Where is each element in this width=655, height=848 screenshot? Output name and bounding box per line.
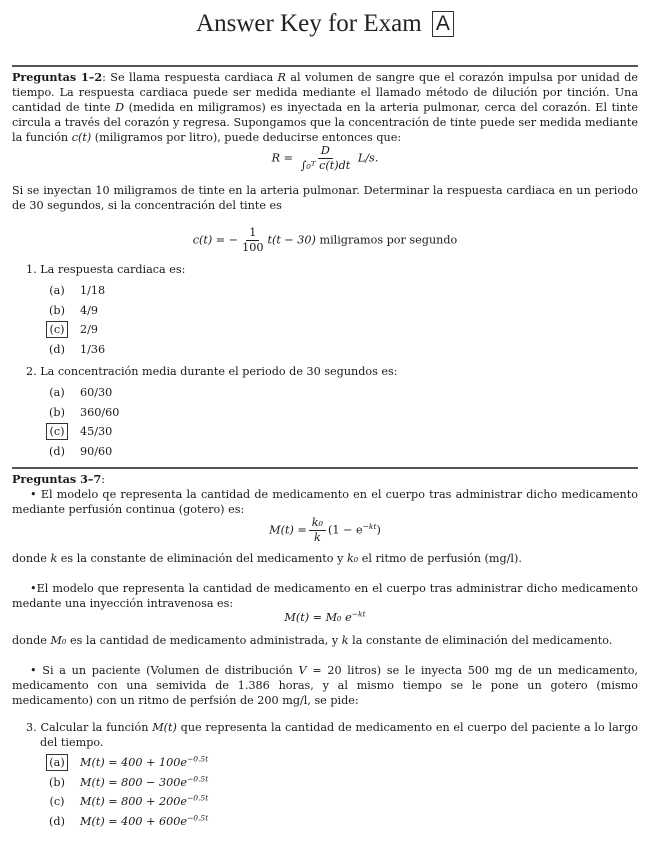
equation — [12, 516, 638, 545]
question-text — [26, 364, 638, 379]
option-label: (d) — [49, 814, 65, 828]
equation-units: miligramos por segundo — [315, 233, 458, 247]
exponent: −0.5t — [186, 774, 209, 784]
note-text: es la constante de eliminación del medicamento y — [57, 552, 347, 565]
equation — [12, 610, 638, 625]
numerator: 1 — [246, 226, 259, 241]
fraction — [309, 516, 326, 545]
intro-text: : Se llama respuesta cardiaca — [102, 71, 278, 84]
exponent: −kt — [351, 609, 366, 619]
equation-lhs: M(t) = M₀ e — [284, 611, 352, 624]
numerator: k₀ — [309, 516, 326, 531]
equation-close: ) — [376, 523, 381, 537]
options-list — [26, 383, 638, 461]
equation-rhs: t(t − 30) — [267, 233, 316, 247]
correct-answer-box: (a) — [46, 754, 68, 771]
numerator: D — [318, 144, 333, 159]
option-b — [26, 403, 638, 423]
option-value: 360/60 — [80, 405, 120, 419]
question-text — [26, 262, 638, 277]
option-label: (b) — [49, 405, 65, 419]
section-heading: Preguntas 1–2 — [12, 70, 103, 84]
question-prompt: La respuesta cardiaca es: — [40, 263, 186, 276]
equation — [12, 144, 638, 173]
option-a — [26, 281, 638, 301]
option-c-correct — [26, 320, 638, 340]
formula-concentration — [12, 226, 638, 255]
option-value: 45/30 — [80, 425, 113, 439]
correct-answer-box: (c) — [46, 321, 68, 338]
bolus-note — [12, 633, 638, 648]
option-formula: M(t) = 800 + 200e — [80, 795, 187, 809]
option-value: 1/18 — [80, 284, 106, 298]
option-label: (a) — [49, 284, 65, 298]
option-label: (c) — [49, 795, 65, 809]
option-label: (b) — [49, 775, 65, 789]
equation-rhs: (1 − e — [328, 523, 363, 537]
bullet-bolus-model — [12, 581, 638, 611]
option-value — [80, 755, 208, 770]
option-formula: M(t) = 400 + 100e — [80, 756, 187, 770]
option-label: (d) — [49, 342, 65, 356]
option-formula: M(t) = 800 − 300e — [80, 775, 187, 789]
exponent: −0.5t — [186, 793, 209, 803]
formula-bolus — [12, 610, 638, 625]
correct-answer-box: (c) — [46, 423, 68, 440]
option-label: (a) — [49, 386, 65, 400]
section-questions-1-2 — [12, 70, 638, 145]
formula-infusion — [12, 516, 638, 545]
question-text — [26, 720, 638, 750]
section-divider — [12, 467, 638, 469]
option-d — [26, 812, 638, 832]
option-value: 4/9 — [80, 303, 99, 317]
page-title — [12, 8, 638, 40]
bullet-text — [12, 663, 638, 708]
question-prompt: Calcular la función — [40, 721, 153, 734]
infusion-note — [12, 551, 638, 566]
question-3 — [26, 720, 638, 831]
equation-lhs: c(t) = − — [192, 233, 239, 247]
option-a-correct — [26, 753, 638, 773]
question-2 — [26, 364, 638, 461]
section-heading-line — [12, 472, 638, 487]
section-questions-3-7 — [12, 472, 638, 517]
bullet-text: •El modelo que representa la cantidad de medicamento en el cuerpo tras administrar dicho medicamento medante una inyección intravenosa es: — [12, 582, 638, 610]
scenario-text: = 20 litros) se le inyecta 500 mg de un medicamento, medicamento con una semivida de 1.386 horas, y al mismo tiempo se le pone un gotero (mismo medicamento) con un ritmo de perfsión de 200 mg/l, se pide: — [12, 664, 638, 707]
bullet-patient-scenario — [12, 663, 638, 708]
note-text: la constante de eliminación del medicamento. — [348, 634, 613, 647]
option-label: (d) — [49, 444, 65, 458]
exam-version-badge: A — [432, 11, 454, 37]
scenario-text: • Si a un paciente (Volumen de distribución — [30, 664, 299, 677]
math-var: V — [298, 664, 307, 677]
bullet-infusion-model: • El modelo qe representa la cantidad de medicamento en el cuerpo tras administrar dicho medicamento mediante perfusión continua (gotero) es: — [12, 488, 638, 516]
problem-text: Si se inyectan 10 miligramos de tinte en la arteria pulmonar. Determinar la respuesta cardiaca en un periodo de 30 segundos, si la concentración del tinte es — [12, 184, 638, 212]
intro-text: (miligramos por litro), puede deducirse entonces que: — [91, 131, 402, 144]
heading-colon: : — [101, 473, 106, 486]
note-text: donde — [12, 634, 51, 647]
math-var: M₀ — [50, 634, 67, 647]
math-var: M(t) — [152, 721, 177, 734]
exponent: −0.5t — [186, 813, 209, 823]
denominator: k — [314, 531, 321, 544]
math-var: k₀ — [346, 552, 359, 565]
formula-cardiac-output — [12, 144, 638, 173]
question-1 — [26, 262, 638, 359]
equation-lhs: R = — [271, 151, 293, 165]
options-list — [26, 753, 638, 831]
options-list — [26, 281, 638, 359]
fraction — [299, 144, 353, 173]
option-c-correct — [26, 422, 638, 442]
question-number: 3. — [26, 721, 37, 734]
option-value — [80, 794, 208, 809]
option-d — [26, 442, 638, 462]
note-text: es la cantidad de medicamento administrada, y — [66, 634, 342, 647]
option-label: (b) — [49, 303, 65, 317]
option-value — [80, 814, 208, 829]
note-text — [12, 633, 638, 648]
option-value: 2/9 — [80, 323, 99, 337]
question-prompt: que representa la cantidad de medicamento en el cuerpo del paciente a lo largo del tiempo. — [40, 721, 638, 749]
math-var: c(t) — [71, 131, 92, 144]
denominator: ∫₀ᵀ c(t)dt — [300, 159, 351, 172]
math-var: R — [277, 71, 286, 84]
option-b — [26, 301, 638, 321]
math-var: k — [50, 552, 58, 565]
math-var: D — [115, 101, 125, 114]
intro-text: (medida en miligramos) es inyectada en la arteria pulmonar, cerca del corazón. El tinte circula a través del corazón y regresa. Supongamos que la concentración de tinte puede ser medida mediante la función — [12, 101, 638, 144]
option-a — [26, 383, 638, 403]
equation-units: L/s. — [357, 151, 379, 165]
equation-lhs: M(t) = — [269, 523, 307, 537]
option-formula: M(t) = 400 + 600e — [80, 814, 187, 828]
option-b — [26, 773, 638, 793]
exponent: −kt — [362, 521, 377, 531]
title-text: Answer Key for Exam — [196, 10, 422, 37]
fraction — [240, 226, 265, 255]
question-number: 1. — [26, 263, 37, 276]
question-prompt: La concentración media durante el periodo de 30 segundos es: — [40, 365, 398, 378]
math-var: k — [341, 634, 349, 647]
note-text: donde — [12, 552, 51, 565]
question-number: 2. — [26, 365, 37, 378]
equation — [12, 226, 638, 255]
option-value: 1/36 — [80, 342, 106, 356]
intro-text: al volumen de sangre que el corazón impulsa por unidad de tiempo. La respuesta cardiaca puede ser medida mediante el llamado método de dilución por tinción. Una cantidad de tinte — [12, 71, 638, 114]
denominator: 100 — [242, 241, 264, 254]
section-heading: Preguntas 3–7 — [12, 472, 102, 486]
note-text — [12, 551, 638, 566]
option-value: 60/30 — [80, 386, 113, 400]
option-value — [80, 775, 208, 790]
option-c — [26, 792, 638, 812]
problem-statement — [12, 183, 638, 213]
option-d — [26, 340, 638, 360]
section-intro — [12, 70, 638, 145]
note-text: el ritmo de perfusión (mg/l). — [358, 552, 522, 565]
section-divider — [12, 65, 638, 67]
option-value: 90/60 — [80, 444, 113, 458]
exponent: −0.5t — [186, 754, 209, 764]
